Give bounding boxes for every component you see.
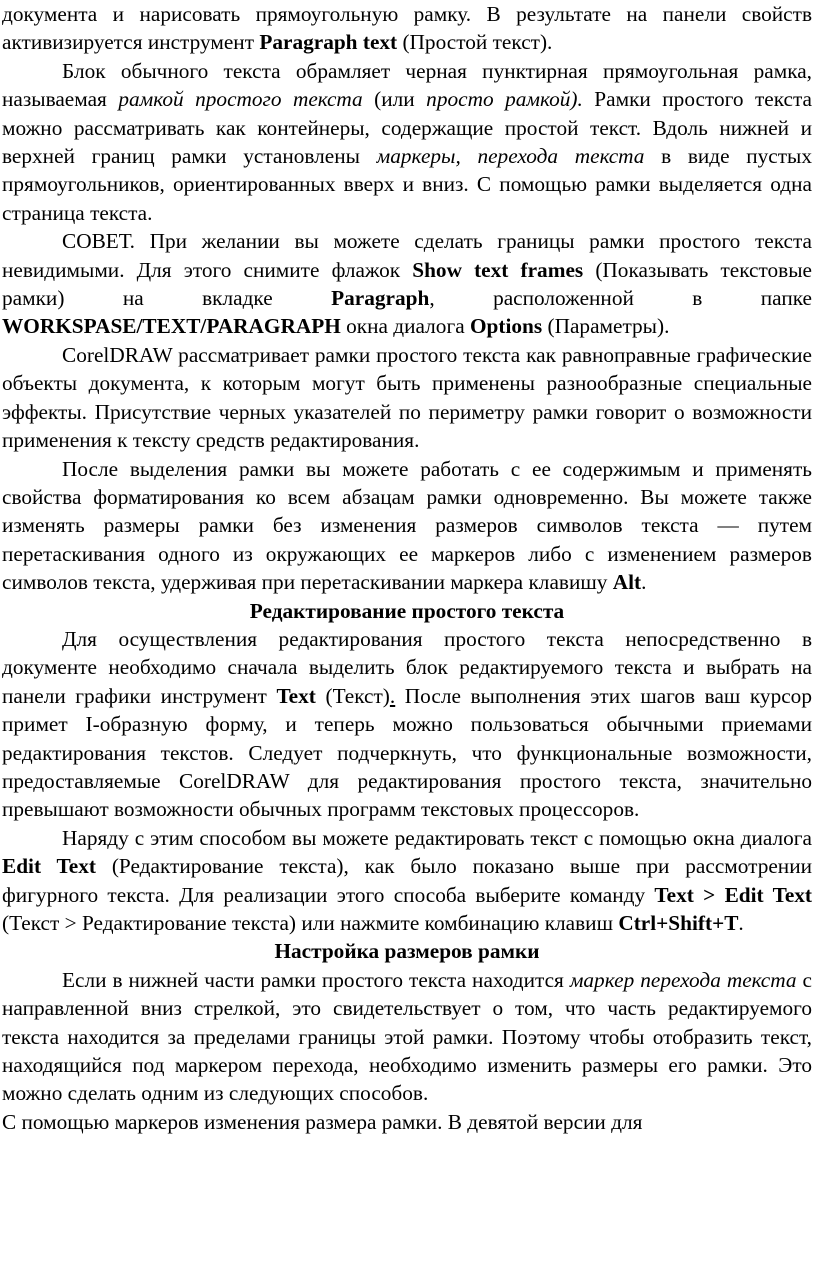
- italic-term: просто рамкой).: [426, 87, 583, 112]
- bold-term: Ctrl+Shift+T: [618, 911, 739, 935]
- paragraph-edit-text-dialog: [2, 824, 812, 938]
- bold-term: Show text frames: [412, 257, 584, 282]
- text-run: (Показывать текстовые рамки) на вкладке: [2, 257, 812, 311]
- text-run: Для осуществления редактирования простого текста непосредственно в документе необходимо сначала выделить блок редактируемого текста и выбрать на панели графики инструмент: [2, 626, 812, 708]
- text-run: СОВЕТ. При желании вы можете сделать границы рамки простого текста невидимыми. Для этого снимите флажок: [2, 229, 812, 282]
- paragraph-coreldraw-objects: [2, 341, 812, 455]
- italic-term: рамкой простого текста: [118, 87, 363, 112]
- bold-term: Options: [469, 314, 543, 339]
- text-run: (Редактирование текста), как было показано выше при рассмотрении фигурного текста. Для реализации этого способа выберите команду: [2, 854, 812, 907]
- paragraph-continuation: [2, 0, 812, 57]
- text-run: окна диалога: [340, 314, 470, 339]
- text-run: Рамки простого текста можно рассматривать как контейнеры, содержащие простой текст. Вдоль нижней и верхней границ рамки установлены: [2, 87, 813, 169]
- text-run: (Параметры).: [542, 314, 670, 339]
- bold-term: WORKSPASE/TEXT/PARAGRAPH: [2, 314, 341, 339]
- bold-term: Paragraph text: [259, 30, 398, 55]
- paragraph-frame-description: [2, 57, 812, 227]
- paragraph-editing: [2, 625, 812, 824]
- text-run: (или: [362, 87, 427, 112]
- bold-term: Paragraph: [331, 286, 430, 311]
- section-heading-frame-size: Настройка размеров рамки: [274, 939, 540, 964]
- paragraph-tip: [2, 227, 812, 341]
- paragraph-frame-size: [2, 966, 812, 1108]
- section-heading-editing: Редактирование простого текста: [249, 598, 565, 623]
- text-run: .: [738, 911, 744, 935]
- text-run: (Простой текст).: [397, 30, 553, 55]
- text-run: с направленной вниз стрелкой, это свидетельствует о том, что часть редактируемого текста находится за пределами границы этой рамки. Поэтому чтобы отобразить текст, находящийся под маркером перехода, необходимо изменить размеры его рамки. Это можно сделать одним из следующих способов.: [2, 967, 812, 1106]
- text-run: После выполнения этих шагов ваш курсор примет I-образную форму, и теперь можно пользоваться обычными приемами редактирования текстов. Следует подчеркнуть, что функциональные возможности, предоставляемые CorelDRAW для редактирования простого текста, значительно превышают возможности обычных программ текстовых процессоров.: [2, 683, 812, 822]
- bold-term: Text: [276, 683, 316, 708]
- paragraph-frame-selection: [2, 455, 812, 597]
- text-run: (Текст > Редактирование текста) или нажмите комбинацию клавиш: [2, 911, 619, 935]
- bold-term: Edit Text: [2, 854, 96, 879]
- italic-term: маркеры, перехода текста: [376, 144, 645, 169]
- italic-term: маркер перехода текста: [569, 967, 797, 992]
- text-run: После выделения рамки вы можете работать с ее содержимым и применять свойства форматирования ко всем абзацам рамки одновременно. Вы можете также изменять размеры рамки без изменения размеров символов текста — путем перетаскивания одного из окружающих ее маркеров либо с изменением размеров символов текста, удерживая при перетаскивании маркера клавишу: [2, 456, 812, 595]
- text-run: Если в нижней части рамки простого текста находится: [62, 967, 570, 992]
- text-run: , расположенной в папке: [429, 286, 812, 311]
- bold-term: Text > Edit Text: [654, 882, 813, 907]
- text-run: (Текст): [315, 683, 390, 708]
- document-body: [2, 0, 812, 1136]
- text-run: Блок обычного текста обрамляет черная пунктирная прямоугольная рамка, называемая: [2, 58, 812, 112]
- text-run: .: [641, 570, 647, 595]
- text-run: Наряду с этим способом вы можете редактировать текст с помощью окна диалога: [62, 825, 812, 850]
- paragraph-markers-method: С помощью маркеров изменения размера рамки. В девятой версии для: [2, 1109, 643, 1134]
- text-run: в виде пустых прямоугольников, ориентированных вверх и вниз. С помощью рамки выделяется одна страница текста.: [2, 144, 812, 225]
- text-run: CorelDRAW рассматривает рамки простого текста как равноправные графические объекты документа, к которым могут быть применены разнообразные специальные эффекты. Присутствие черных указателей по периметру рамки говорит о возможности применения к тексту средств редактирования.: [2, 342, 812, 453]
- bold-term: Alt: [612, 570, 642, 595]
- underlined-period: .: [389, 683, 396, 708]
- text-run: документа и нарисовать прямоугольную рамку. В результате на панели свойств активизируется инструмент: [2, 2, 812, 55]
